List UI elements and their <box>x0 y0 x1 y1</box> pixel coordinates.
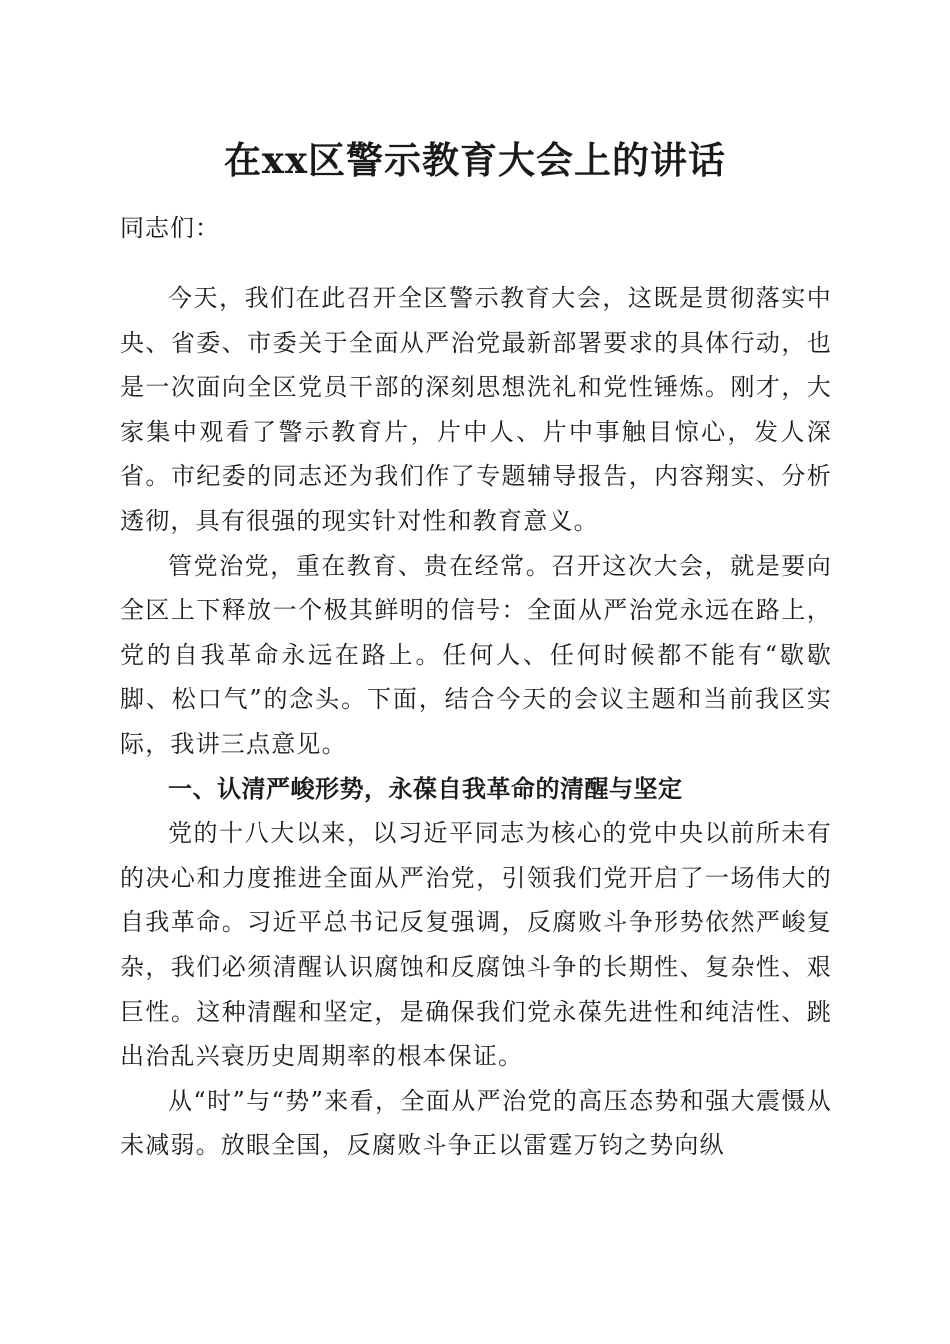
document-body <box>120 276 832 1168</box>
document-title: 在xx区警示教育大会上的讲话 <box>223 138 727 182</box>
salutation: 同志们： <box>120 214 220 242</box>
paragraph: 党的十八大以来，以习近平同志为核心的党中央以前所未有的决心和力度推进全面从严治党，引领我们党开启了一场伟大的自我革命。习近平总书记反复强调，反腐败斗争形势依然严峻复杂，我们必须清醒认识腐蚀和反腐蚀斗争的长期性、复杂性、艰巨性。这种清醒和坚定，是确保我们党永葆先进性和纯洁性、跳出治乱兴衰历史周期率的根本保证。 <box>120 819 832 1071</box>
section-heading: 一、认清严峻形势，永葆自我革命的清醒与坚定 <box>168 774 683 803</box>
paragraph: 今天，我们在此召开全区警示教育大会，这既是贯彻落实中央、省委、市委关于全面从严治党最新部署要求的具体行动，也是一次面向全区党员干部的深刻思想洗礼和党性锤炼。刚才，大家集中观看了警示教育片，片中人、片中事触目惊心，发人深省。市纪委的同志还为我们作了专题辅导报告，内容翔实、分析透彻，具有很强的现实针对性和教育意义。 <box>120 284 832 535</box>
paragraph: 管党治党，重在教育、贵在经常。召开这次大会，就是要向全区上下释放一个极其鲜明的信号：全面从严治党永远在路上，党的自我革命永远在路上。任何人、任何时候都不能有“歇歇脚、松口气”的念头。下面，结合今天的会议主题和当前我区实际，我讲三点意见。 <box>120 551 832 758</box>
paragraph: 从“时”与“势”来看，全面从严治党的高压态势和强大震慑从未减弱。放眼全国，反腐败斗争正以雷霆万钧之势向纵 <box>120 1086 832 1160</box>
